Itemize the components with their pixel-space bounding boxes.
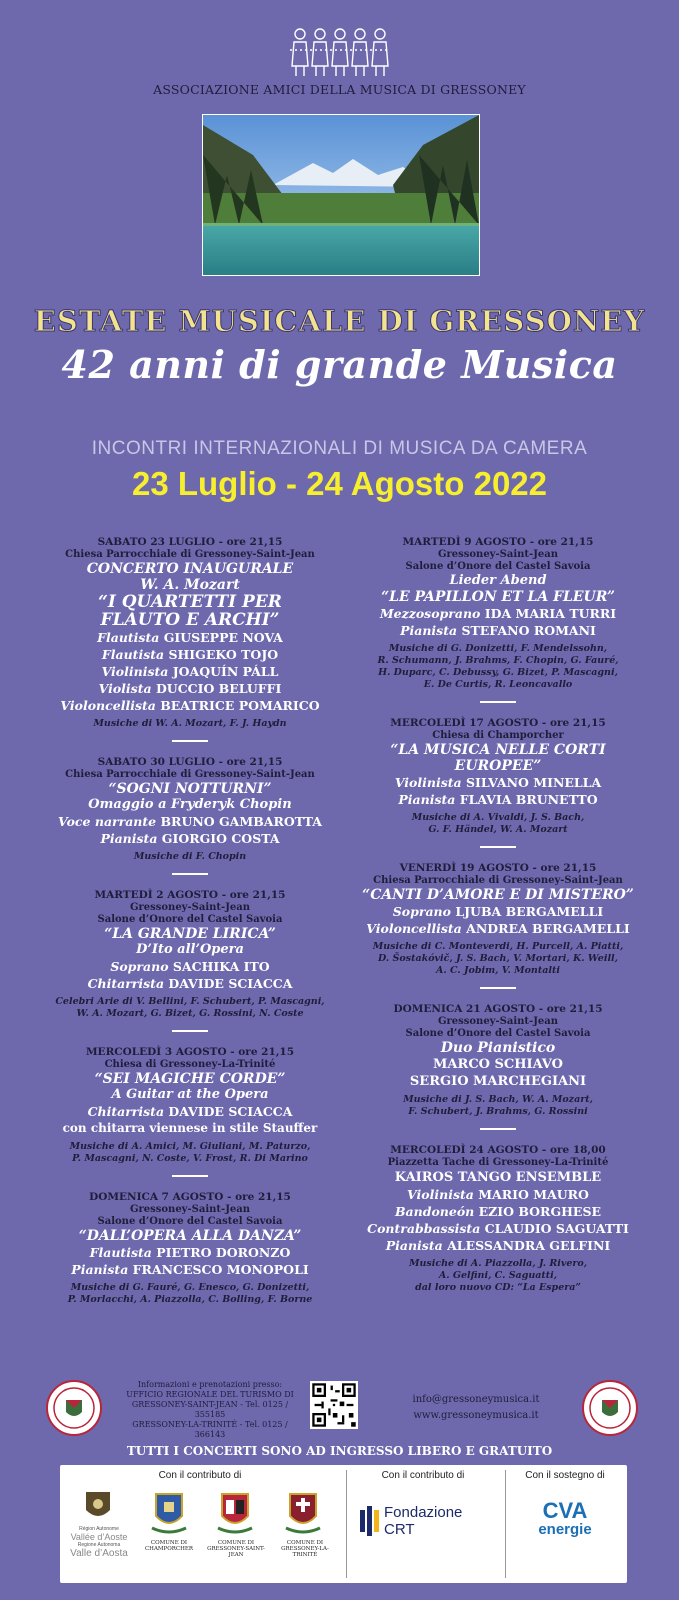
event-title: “SEI MAGICHE CORDE” [94, 1071, 286, 1087]
region-logo-text: Région Autonome Vallée d’Aoste Regione Autonoma Valle d’Aosta [70, 1526, 128, 1559]
event-performer: Violinista JOAQUÍN PÁLL [101, 664, 279, 679]
divider [172, 873, 208, 875]
event-title: “CANTI D’AMORE E DI MISTERO” [362, 887, 634, 903]
cva-logo: CVA energie [538, 1498, 592, 1538]
event-performer: Violista DUCCIO BELUFFI [98, 681, 282, 696]
event-performer: SERGIO MARCHEGIANI [409, 1074, 587, 1089]
event-performer: Violoncellista BEATRICE POMARICO [60, 698, 320, 713]
divider [505, 1470, 506, 1578]
event-performer: Violinista MARIO MAURO [407, 1187, 589, 1202]
event-performer: Pianista ALESSANDRA GELFINI [385, 1238, 611, 1253]
event-headline: KAIROS TANGO ENSEMBLE [394, 1170, 602, 1185]
divider [172, 1030, 208, 1032]
event-venue: Salone d’Onore del Castel Savoia [97, 914, 283, 925]
event-card [38, 1191, 342, 1306]
event-performer: Pianista FRANCESCO MONOPOLI [71, 1262, 309, 1277]
event-card [38, 536, 342, 730]
event-card [352, 1144, 644, 1294]
event-title: “DALL’OPERA ALLA DANZA” [78, 1228, 302, 1244]
event-performer: Chitarrista DAVIDE SCIACCA [87, 976, 293, 991]
event-music: P. Mascagni, N. Coste, V. Frost, R. Di Marino [72, 1153, 308, 1164]
event-performer: Flautista PIETRO DORONZO [89, 1245, 291, 1260]
fondazione-crt-logo-text: Fondazione CRT [384, 1504, 463, 1538]
event-date: MERCOLEDÌ 17 AGOSTO - ore 21,15 [390, 717, 606, 729]
festival-dates: 23 Luglio - 24 Agosto 2022 [131, 465, 548, 502]
event-date: MARTEDÌ 2 AGOSTO - ore 21,15 [94, 889, 286, 901]
sponsor-label: Con il contributo di [158, 1470, 242, 1481]
sponsor-label: Con il contributo di [381, 1470, 465, 1481]
event-title: CONCERTO INAUGURALE [86, 561, 294, 577]
event-card [38, 756, 342, 863]
event-music: Musiche di A. Vivaldi, J. S. Bach, [411, 812, 585, 823]
event-venue: Salone d’Onore del Castel Savoia [405, 561, 591, 572]
fondazione-crt-logo-icon [360, 1506, 380, 1536]
qr-code-icon[interactable] [310, 1381, 358, 1429]
event-venue: Chiesa Parrocchiale di Gressoney-Saint-Jean [65, 769, 315, 780]
event-performer: Pianista STEFANO ROMANI [400, 623, 596, 638]
event-subtitle: W. A. Mozart [140, 577, 240, 593]
event-music: Musiche di A. Amici, M. Giuliani, M. Paturzo, [69, 1141, 311, 1152]
event-music: P. Morlacchi, A. Piazzolla, C. Bolling, F. Borne [67, 1294, 313, 1305]
divider [480, 846, 516, 848]
events-left-column [38, 536, 342, 1306]
festival-subtitle: INCONTRI INTERNAZIONALI DI MUSICA DA CAMERA [91, 438, 588, 459]
events-right-column [352, 536, 644, 1294]
event-music: dal loro nuovo CD: “La Espera” [415, 1282, 581, 1293]
event-date: DOMENICA 7 AGOSTO - ore 21,15 [89, 1191, 291, 1203]
comune-label: COMUNE DI GRESSONEY-LA-TRINITÉ [281, 1540, 329, 1558]
event-title: Duo Pianistico [440, 1040, 556, 1056]
info-line: GRESSONEY-LA-TRINITÉ - Tel. 0125 / 366143 [132, 1420, 288, 1439]
event-venue: Piazzetta Tache di Gressoney-La-Trinité [387, 1157, 609, 1168]
event-performer-note: con chitarra viennese in stile Stauffer [62, 1121, 318, 1135]
event-subtitle: Lieder Abend [449, 573, 547, 588]
event-subtitle: A Guitar at the Opera [111, 1087, 269, 1102]
email-link[interactable]: info@gressoneymusica.it [412, 1394, 540, 1405]
event-performer: Contrabbassista CLAUDIO SAGUATTI [367, 1221, 629, 1236]
event-venue: Gressoney-Saint-Jean [129, 902, 251, 913]
event-music: Musiche di G. Donizetti, F. Mendelssohn, [388, 643, 608, 654]
comune-label: COMUNE DI GRESSONEY-SAINT-JEAN [207, 1540, 265, 1558]
event-venue: Chiesa di Champorcher [432, 730, 564, 741]
divider [480, 1128, 516, 1130]
info-line: GRESSONEY-SAINT-JEAN - Tel. 0125 / 355185 [131, 1400, 289, 1419]
info-line: UFFICIO REGIONALE DEL TURISMO DI [126, 1390, 294, 1399]
event-performer: Flautista SHIGEKO TOJO [101, 647, 279, 662]
event-title: “LA GRANDE LIRICA” [104, 926, 276, 942]
event-music: G. F. Händel, W. A. Mozart [428, 824, 568, 835]
event-performer: Voce narrante BRUNO GAMBAROTTA [58, 814, 322, 829]
event-music: Musiche di C. Monteverdi, H. Purcell, A. Piatti, [372, 941, 624, 952]
event-date: MARTEDÌ 9 AGOSTO - ore 21,15 [402, 536, 594, 548]
association-name: ASSOCIAZIONE AMICI DELLA MUSICA DI GRESSONEY [153, 82, 526, 97]
event-venue: Salone d’Onore del Castel Savoia [97, 1216, 283, 1227]
event-card [38, 1046, 342, 1165]
event-music: R. Schumann, J. Brahms, F. Chopin, G. Fauré, [377, 655, 619, 666]
champorcher-crest-icon [148, 1488, 190, 1536]
event-music: Musiche di G. Fauré, G. Enesco, G. Donizetti, [70, 1282, 310, 1293]
event-music: E. De Curtis, R. Leoncavallo [423, 679, 573, 690]
event-title: “LE PAPILLON ET LA FLEUR” [381, 589, 615, 605]
event-performer: MARCO SCHIAVO [433, 1057, 563, 1072]
event-performer: Chitarrista DAVIDE SCIACCA [87, 1104, 293, 1119]
event-performer: Violoncellista ANDREA BERGAMELLI [366, 921, 630, 936]
event-venue: Gressoney-Saint-Jean [437, 1016, 559, 1027]
event-music: D. Šostakóvič, J. S. Bach, V. Mortari, K. Weill, [378, 953, 618, 964]
event-music: Celebri Arie di V. Bellini, F. Schubert, P. Mascagni, [55, 996, 325, 1007]
divider [480, 987, 516, 989]
festival-title: ESTATE MUSICALE DI GRESSONEY [33, 304, 646, 338]
event-card [352, 536, 644, 691]
event-card [352, 862, 644, 977]
event-performer: Violinista SILVANO MINELLA [394, 775, 602, 790]
gressoney-la-trinite-crest-icon [282, 1486, 324, 1536]
event-music: A. C. Jobim, V. Montalti [436, 965, 560, 976]
event-venue: Gressoney-Saint-Jean [129, 1204, 251, 1215]
event-card [38, 889, 342, 1020]
event-date: DOMENICA 21 AGOSTO - ore 21,15 [393, 1003, 603, 1015]
event-venue: Salone d’Onore del Castel Savoia [405, 1028, 591, 1039]
website-link[interactable]: www.gressoneymusica.it [413, 1410, 539, 1421]
contact-links [376, 1392, 576, 1424]
event-music: Musiche di F. Chopin [133, 851, 247, 862]
event-venue: Gressoney-Saint-Jean [437, 549, 559, 560]
lake-mountain-photo [202, 114, 480, 276]
divider [346, 1470, 347, 1578]
free-entry-notice: TUTTI I CONCERTI SONO AD INGRESSO LIBERO E GRATUITO [126, 1444, 553, 1458]
event-venue: Chiesa Parrocchiale di Gressoney-Saint-Jean [65, 549, 315, 560]
event-card [352, 1003, 644, 1118]
comune-label: COMUNE DI CHAMPORCHER [144, 1540, 194, 1552]
event-venue: Chiesa di Gressoney-La-Trinité [104, 1059, 276, 1070]
event-performer: Mezzosoprano IDA MARIA TURRI [379, 606, 617, 621]
association-seal-icon [46, 1380, 102, 1436]
divider [480, 701, 516, 703]
event-performer: Pianista GIORGIO COSTA [100, 831, 280, 846]
event-music: A. Gelfini, C. Saguatti, [438, 1270, 558, 1281]
event-date: MERCOLEDÌ 24 AGOSTO - ore 18,00 [390, 1144, 606, 1156]
event-music: Musiche di J. S. Bach, W. A. Mozart, [403, 1094, 593, 1105]
event-performer: Pianista FLAVIA BRUNETTO [398, 792, 598, 807]
association-logo-icon [288, 26, 392, 78]
event-date: VENERDÌ 19 AGOSTO - ore 21,15 [399, 862, 597, 874]
event-music: Musiche di A. Piazzolla, J. Rivero, [408, 1258, 588, 1269]
event-title: “SOGNI NOTTURNI” [108, 781, 272, 797]
association-seal-icon [582, 1380, 638, 1436]
event-music: W. A. Mozart, G. Bizet, G. Rossini, N. Coste [76, 1008, 304, 1019]
festival-anniversary: 42 anni di grande Musica [61, 342, 618, 387]
divider [172, 1175, 208, 1177]
event-performer: Soprano LJUBA BERGAMELLI [392, 904, 604, 919]
contact-info [120, 1380, 300, 1440]
event-music: Musiche di W. A. Mozart, F. J. Haydn [93, 718, 287, 729]
region-crest-icon [82, 1488, 114, 1524]
sponsor-label: Con il sostegno di [525, 1470, 605, 1481]
event-title: “LA MUSICA NELLE CORTI EUROPEE” [390, 742, 606, 774]
info-line: Informazioni e prenotazioni presso: [137, 1380, 283, 1389]
gressoney-saint-jean-crest-icon [214, 1486, 256, 1536]
event-music: F. Schubert, J. Brahms, G. Rossini [408, 1106, 588, 1117]
event-date: MERCOLEDÌ 3 AGOSTO - ore 21,15 [85, 1046, 295, 1058]
event-venue: Chiesa Parrocchiale di Gressoney-Saint-Jean [373, 875, 623, 886]
event-big-title: “I QUARTETTI PER [98, 592, 282, 612]
event-subtitle: D’Ito all’Opera [136, 942, 244, 957]
event-big-title: FLAUTO E ARCHI” [100, 610, 280, 630]
event-performer: Flautista GIUSEPPE NOVA [97, 630, 283, 645]
event-subtitle: Omaggio a Fryderyk Chopin [88, 797, 292, 812]
divider [172, 740, 208, 742]
event-performer: Bandoneón EZIO BORGHESE [394, 1204, 602, 1219]
event-music: H. Duparc, C. Debussy, G. Bizet, P. Mascagni, [378, 667, 618, 678]
event-date: SABATO 30 LUGLIO - ore 21,15 [97, 756, 283, 768]
event-performer: Soprano SACHIKA ITO [110, 959, 270, 974]
event-card [352, 717, 644, 836]
event-date: SABATO 23 LUGLIO - ore 21,15 [97, 536, 283, 548]
